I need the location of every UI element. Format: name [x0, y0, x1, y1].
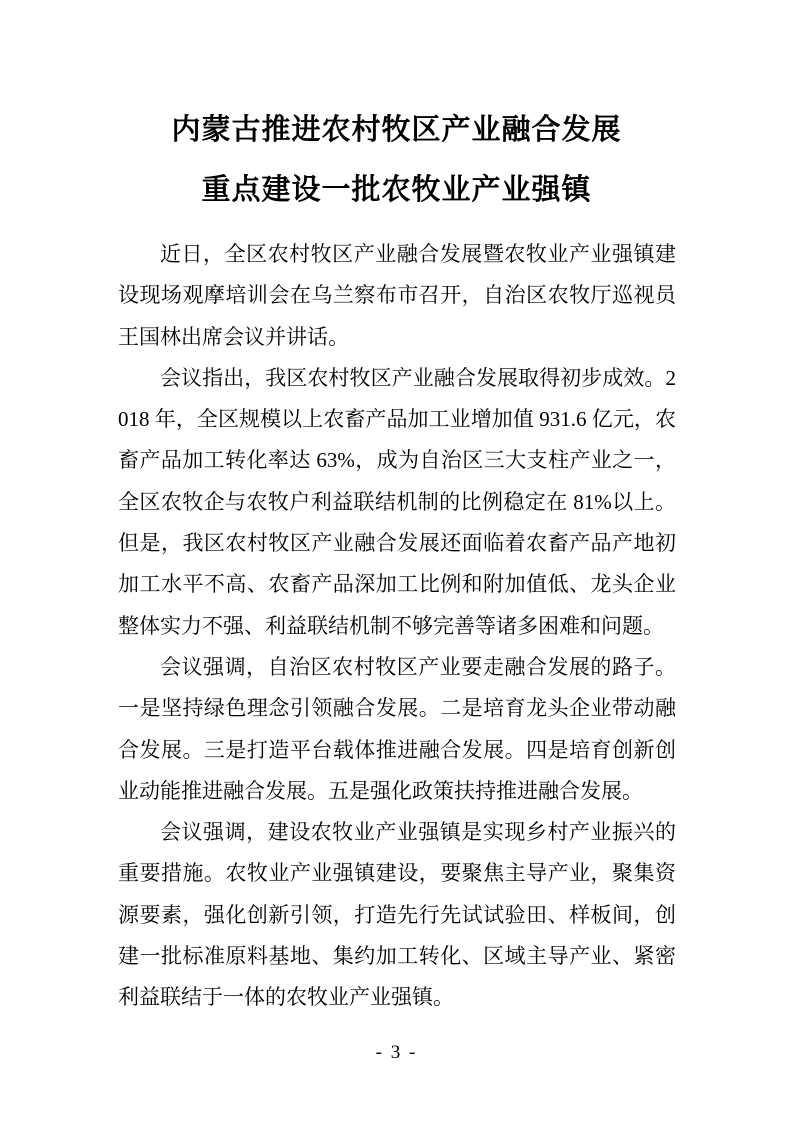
document-body	[118, 234, 676, 1019]
paragraph-4: 会议强调，建设农牧业产业强镇是实现乡村产业振兴的重要措施。农牧业产业强镇建设，要聚焦主导产业，聚集资源要素，强化创新引领，打造先行先试试验田、样板间，创建一批标准原料基地、集约加工转化、区域主导产业、紧密利益联结于一体的农牧业产业强镇。	[118, 820, 676, 1010]
document-title-line-2: 重点建设一批农牧业产业强镇	[201, 174, 592, 206]
paragraph-2: 会议指出，我区农村牧区产业融合发展取得初步成效。2018 年，全区规模以上农畜产品加工业增加值 931.6 亿元，农畜产品加工转化率达 63%，成为自治区三大支柱产业之一，全区农牧企与农牧户利益联结机制的比例稳定在 81%以上。但是，我区农村牧区产业融合发展还面临着农畜产品产地初加工水平不高、农畜产品深加工比例和附加值低、龙头企业整体实力不强、利益联结机制不够完善等诸多困难和问题。	[118, 365, 676, 638]
page-number: - 3 -	[375, 1042, 418, 1063]
paragraph-3: 会议强调，自治区农村牧区产业要走融合发展的路子。一是坚持绿色理念引领融合发展。二是培育龙头企业带动融合发展。三是打造平台载体推进融合发展。四是培育创新创业动能推进融合发展。五是强化政策扶持推进融合发展。	[118, 654, 676, 803]
document-title	[0, 0, 793, 220]
document-title-line-1: 内蒙古推进农村牧区产业融合发展	[171, 114, 622, 146]
paragraph-1: 近日，全区农村牧区产业融合发展暨农牧业产业强镇建设现场观摩培训会在乌兰察布市召开，自治区农牧厅巡视员王国林出席会议并讲话。	[118, 242, 676, 349]
